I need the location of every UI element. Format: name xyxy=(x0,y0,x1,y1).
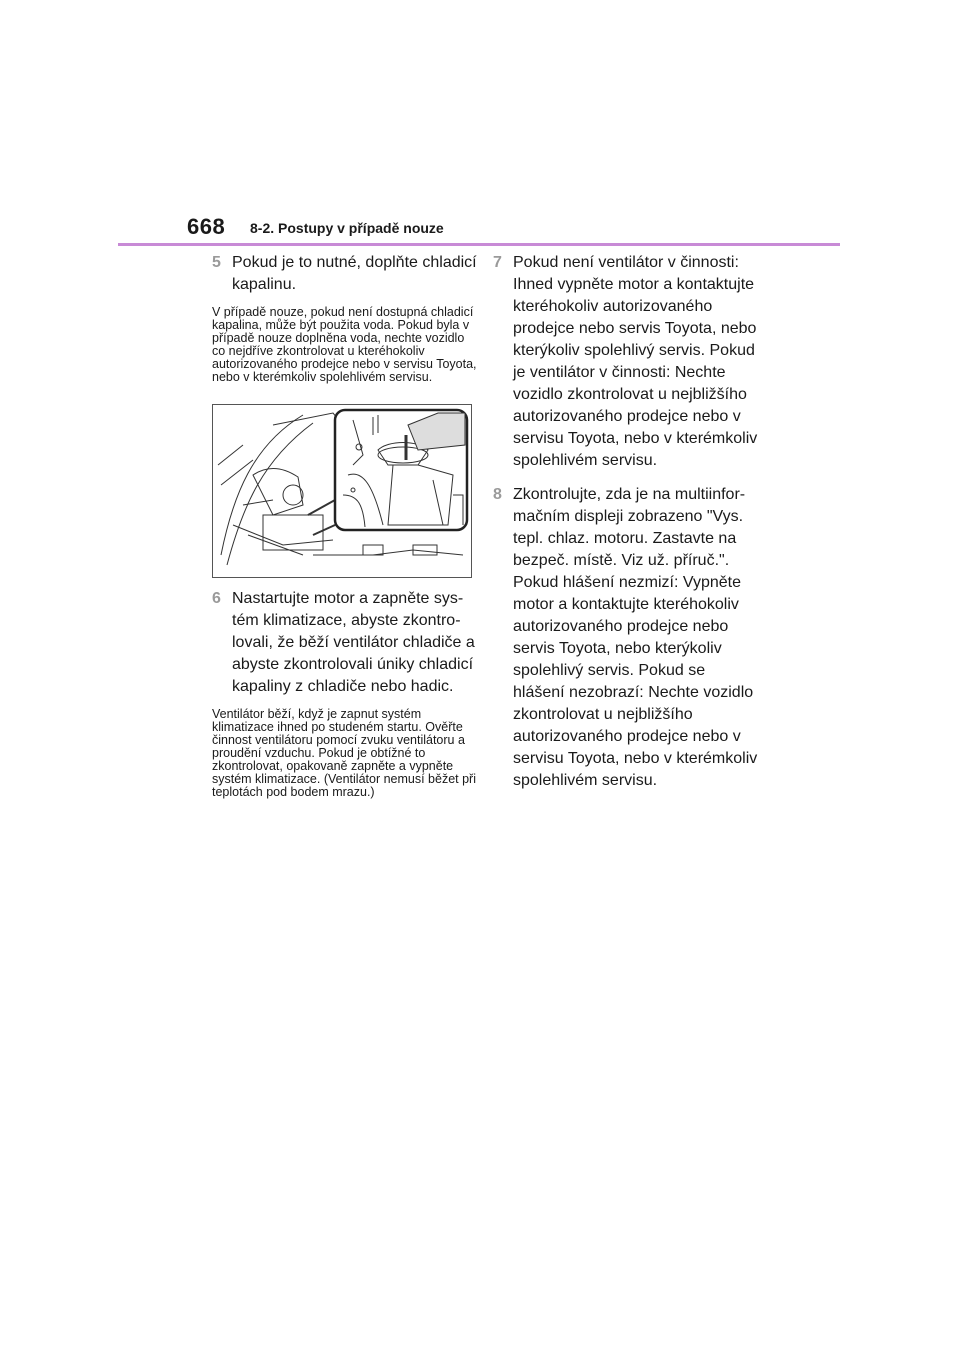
left-column xyxy=(212,252,477,799)
note-fan: Ventilátor běží, když je zapnut systém klimatizace ihned po studeném startu. Ověřte činnost ventilátoru pomocí zvuku ventilátoru a proudění vzduchu. Pokud je obtížné to zkontrolovat, opakovaně zapněte a vypněte systém klimatizace. (Ventilátor nemusí běžet při teplotách pod bodem mrazu.) xyxy=(212,707,476,799)
page-number: 668 xyxy=(187,214,226,239)
step-7 xyxy=(493,252,758,472)
step-text: Nastartujte motor a zapněte systém klimatizace, abyste zkontrolovali, že běží ventilátor chladiče a abyste zkontrolovali úniky chladicí kapaliny z chladiče nebo hadic. xyxy=(232,590,475,695)
step-6 xyxy=(212,588,477,698)
engine-bay-drawing xyxy=(213,405,471,577)
note-water: V případě nouze, pokud není dostupná chladicí kapalina, může být použita voda. Pokud byla v případě nouze doplněna voda, nechte vozidlo co nejdříve zkontrolovat u kteréhokoliv autorizovaného prodejce nebo v servisu Toyota, nebo v kterémkoliv spolehlivém servisu. xyxy=(212,305,477,384)
right-column xyxy=(493,252,758,792)
step-text: Pokud je to nutné, doplňte chladicí kapalinu. xyxy=(232,254,477,293)
step-text: Pokud není ventilátor v činnosti: Ihned vypněte motor a kontaktujte kteréhokoliv autorizovaného prodejce nebo servis Toyota, nebo kterýkoliv spolehlivý servis. Pokud je ventilátor v činnosti: Nechte vozidlo zkontrolovat u nejbližšího autorizovaného prodejce nebo v servisu Toyota, nebo v kterémkoliv spolehlivém servisu. xyxy=(513,254,758,469)
step-8 xyxy=(493,484,758,792)
step-number: 8 xyxy=(493,486,502,503)
step-text: Zkontrolujte, zda je na multiinformačním displeji zobrazeno "Vys. tepl. chlaz. motoru. Zastavte na bezpeč. místě. Viz už. příruč.". Pokud hlášení nezmizí: Vypněte motor a kontaktujte kteréhokoliv autorizovaného prodejce nebo servis Toyota, nebo kterýkoliv spolehlivý servis. Pokud se hlášení nezobrazí: Nechte vozidlo zkontrolovat u nejbližšího autorizovaného prodejce nebo v servisu Toyota, nebo v kterémkoliv spolehlivém servisu. xyxy=(513,486,758,789)
step-number: 6 xyxy=(212,590,221,607)
engine-coolant-illustration xyxy=(212,404,472,578)
header-divider xyxy=(118,243,840,246)
step-number: 5 xyxy=(212,254,221,271)
section-title: 8-2. Postupy v případě nouze xyxy=(250,220,444,236)
step-5 xyxy=(212,252,477,296)
step-number: 7 xyxy=(493,254,502,271)
